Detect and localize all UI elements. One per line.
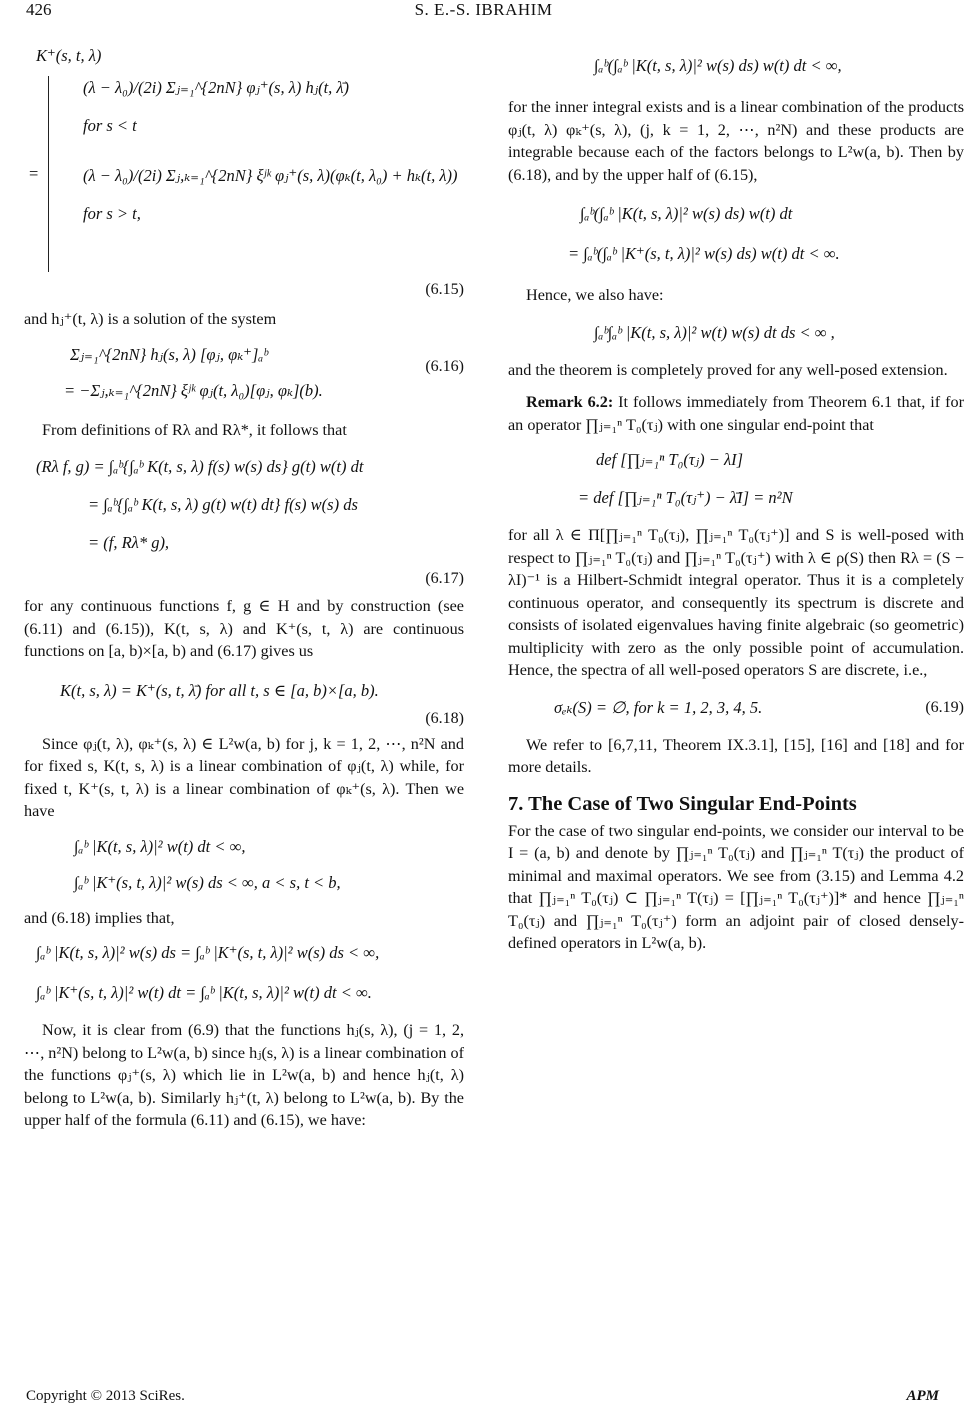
eq-6-15-case-2a: (λ − λ₀)/(2i) Σⱼ,ₖ₌₁^{2nN} ξʲᵏ φⱼ⁺(s, λ)(φₖ(t, λ₀) + hₖ(t, λ)) <box>83 166 458 185</box>
running-title: S. E.-S. IBRAHIM <box>414 0 553 19</box>
paragraph: for all λ ∈ Π[∏ⱼ₌₁ⁿ T₀(τⱼ), ∏ⱼ₌₁ⁿ T₀(τⱼ⁺)] and S is well-posed with respect to ∏ⱼ₌₁ⁿ T₀(τⱼ) and ∏ⱼ₌₁ⁿ T₀(τⱼ⁺) with λ ∈ ρ(S) then Rλ = (S − λI)⁻¹ is a Hilbert-Schmidt integral operator. Thus it is a completely continuous operator, and consequently its spectrum is discrete and consists of isolated eigenvalues having finite algebraic (so geometric) multiplicity with zero as the only possible point of accumulation. Hence, the spectra of all well-posed operators S are discrete, i.e., <box>508 526 964 679</box>
eq-r4a: def [∏ⱼ₌₁ⁿ T₀(τⱼ) − λI] <box>596 450 744 469</box>
paragraph: For the case of two singular end-points, we consider our interval to be I = (a, b) and denote by ∏ⱼ₌₁ⁿ T₀(τⱼ) and ∏ⱼ₌₁ⁿ T(τⱼ) the product of minimal and maximal operators. We see from (3.15) and Lemma 4.2 that ∏ⱼ₌₁ⁿ T₀(τⱼ) ⊂ ∏ⱼ₌₁ⁿ T(τⱼ) = [∏ⱼ₌₁ⁿ T₀(τⱼ⁺)]* and hence ∏ⱼ₌₁ⁿ T₀(τⱼ) and ∏ⱼ₌₁ⁿ T₀(τⱼ⁺) form an adjoint pair of closed densely-defined operators in L²w(a, b). <box>508 821 964 952</box>
eq-int-4: ∫ₐᵇ |K⁺(s, t, λ)|² w(t) dt = ∫ₐᵇ |K(t, s, λ)|² w(t) dt < ∞. <box>36 983 372 1002</box>
eq-int-1: ∫ₐᵇ |K(t, s, λ)|² w(t) dt < ∞, <box>74 836 246 856</box>
eq-6-15-cases: = (λ − λ₀)/(2i) Σⱼ₌₁^{2nN} φⱼ⁺(s, λ) hⱼ(t, λ̄) for s < t (λ − λ₀)/(2i) Σⱼ,ₖ₌₁^{2nN} ξʲᵏ φⱼ⁺(s, λ)(φₖ(t, λ₀) + hₖ(t, λ)) for s > t, <box>48 76 464 272</box>
eq-label: (6.15) <box>425 281 464 298</box>
eq-6-17a: (Rλ f, g) = ∫ₐᵇ{∫ₐᵇ K(t, s, λ) f(s) w(s) ds} g(t) w(t) dt <box>36 457 364 476</box>
remark-6-2 <box>508 391 964 436</box>
eq-6-15-case-1b: for s < t <box>83 116 137 135</box>
remark-text: It follows immediately from Theorem 6.1 that, if for an operator ∏ⱼ₌₁ⁿ T₀(τⱼ) with one singular end-point that <box>508 393 965 434</box>
eq-int-2: ∫ₐᵇ |K⁺(s, t, λ)|² w(s) ds < ∞, a < s, t < b, <box>74 872 341 892</box>
eq-label: (6.18) <box>425 709 464 727</box>
section-title: 7. The Case of Two Singular End-Points <box>508 792 857 815</box>
eq-label: (6.16) <box>425 357 464 375</box>
paragraph: Hence, we also have: <box>526 286 664 304</box>
eq-label: (6.17) <box>425 570 464 587</box>
paragraph: for the inner integral exists and is a linear combination of the products φⱼ(t, λ) φₖ⁺(s, λ), (j, k = 1, 2, ⋯, n²N) and these products are integrable because each of the factors belongs to L²w(a, b). Then by (6.18), and by the upper half of (6.15), <box>508 98 964 184</box>
paragraph: and hⱼ⁺(t, λ) is a solution of the system <box>24 310 277 328</box>
footer-journal: APM <box>906 1388 939 1404</box>
eq-r3: ∫ₐᵇ∫ₐᵇ |K(t, s, λ)|² w(t) w(s) dt ds < ∞ , <box>594 322 835 342</box>
eq-6-16a: Σⱼ₌₁^{2nN} hⱼ(s, λ) [φⱼ, φₖ⁺]ₐᵇ <box>70 344 268 364</box>
paragraph: Since φⱼ(t, λ), φₖ⁺(s, λ) ∈ L²w(a, b) for j, k = 1, 2, ⋯, n²N and for fixed s, K(t, s, λ) is a linear combination of φⱼ(t, λ) while, for fixed t, K⁺(s, t, λ) is a linear combination of φₖ⁺(s, λ). Then we have <box>24 734 464 820</box>
paragraph: and (6.18) implies that, <box>24 908 175 927</box>
eq-label: (6.19) <box>925 698 964 716</box>
paragraph: Now, it is clear from (6.9) that the functions hⱼ(s, λ), (j = 1, 2, ⋯, n²N) belong to L²w(a, b) since hⱼ(s, λ) is a linear combination of the functions φⱼ⁺(s, λ) which lie in L²w(a, b) and hence hⱼ(t, λ) belong to L²w(a, b). Similarly hⱼ⁺(t, λ) belong to L²w(a, b). By the upper half of the formula (6.11) and (6.15), we have: <box>24 1021 464 1129</box>
eq-6-15-case-2b: for s > t, <box>83 204 141 223</box>
eq-6-18-row <box>24 707 464 731</box>
eq-r4b: = def [∏ⱼ₌₁ⁿ T₀(τⱼ⁺) − λ̄I] = n²N <box>578 488 793 507</box>
eq-6-15 <box>24 278 464 302</box>
eq-r1: ∫ₐᵇ(∫ₐᵇ |K(t, s, λ)|² w(s) ds) w(t) dt < ∞, <box>594 56 842 75</box>
right-column <box>508 44 964 955</box>
eq-6-15-case-1a: (λ − λ₀)/(2i) Σⱼ₌₁^{2nN} φⱼ⁺(s, λ) hⱼ(t, λ̄) <box>83 78 350 97</box>
paragraph: and the theorem is completely proved for any well-posed extension. <box>508 360 948 379</box>
eq-6-17c: = (f, Rλ* g), <box>88 533 170 552</box>
paragraph: We refer to [6,7,11, Theorem IX.3.1], [15], [16] and [18] and for more details. <box>508 735 964 776</box>
eq-6-16b: = −Σⱼ,ₖ₌₁^{2nN} ξʲᵏ φⱼ(t, λ₀)[φⱼ, φₖ](b). (6.16) <box>64 379 464 403</box>
eq-int-3: ∫ₐᵇ |K(t, s, λ)|² w(s) ds = ∫ₐᵇ |K⁺(s, t, λ)|² w(s) ds < ∞, <box>36 943 380 962</box>
paragraph: From definitions of Rλ and Rλ*, it follows that <box>42 420 347 439</box>
page-number: 426 <box>26 0 52 19</box>
eq-r2b: = ∫ₐᵇ(∫ₐᵇ |K⁺(s, t, λ)|² w(s) ds) w(t) dt < ∞. <box>568 244 840 263</box>
remark-label: Remark 6.2: <box>526 393 614 411</box>
eq-6-15-top: K⁺(s, t, λ) <box>36 46 102 65</box>
eq-6-19: σₑₖ(S) = ∅, for k = 1, 2, 3, 4, 5. (6.19) <box>554 696 964 720</box>
eq-6-18: K(t, s, λ) = K⁺(s, t, λ̄) for all t, s ∈ [a, b)×[a, b). <box>60 680 379 700</box>
footer-copyright: Copyright © 2013 SciRes. <box>26 1388 185 1404</box>
eq-r2a: ∫ₐᵇ(∫ₐᵇ |K(t, s, λ)|² w(s) ds) w(t) dt <box>580 204 793 223</box>
paragraph: for any continuous functions f, g ∈ H and by construction (see (6.11) and (6.15)), K(t, s, λ) and K⁺(s, t, λ) are continuous functions on [a, b)×[a, b) and (6.17) gives us <box>24 597 464 660</box>
eq-6-17 <box>24 567 464 591</box>
eq-6-17b: = ∫ₐᵇ{∫ₐᵇ K(t, s, λ) g(t) w(t) dt} f(s) w(s) ds <box>88 495 358 514</box>
left-column <box>24 44 464 1132</box>
